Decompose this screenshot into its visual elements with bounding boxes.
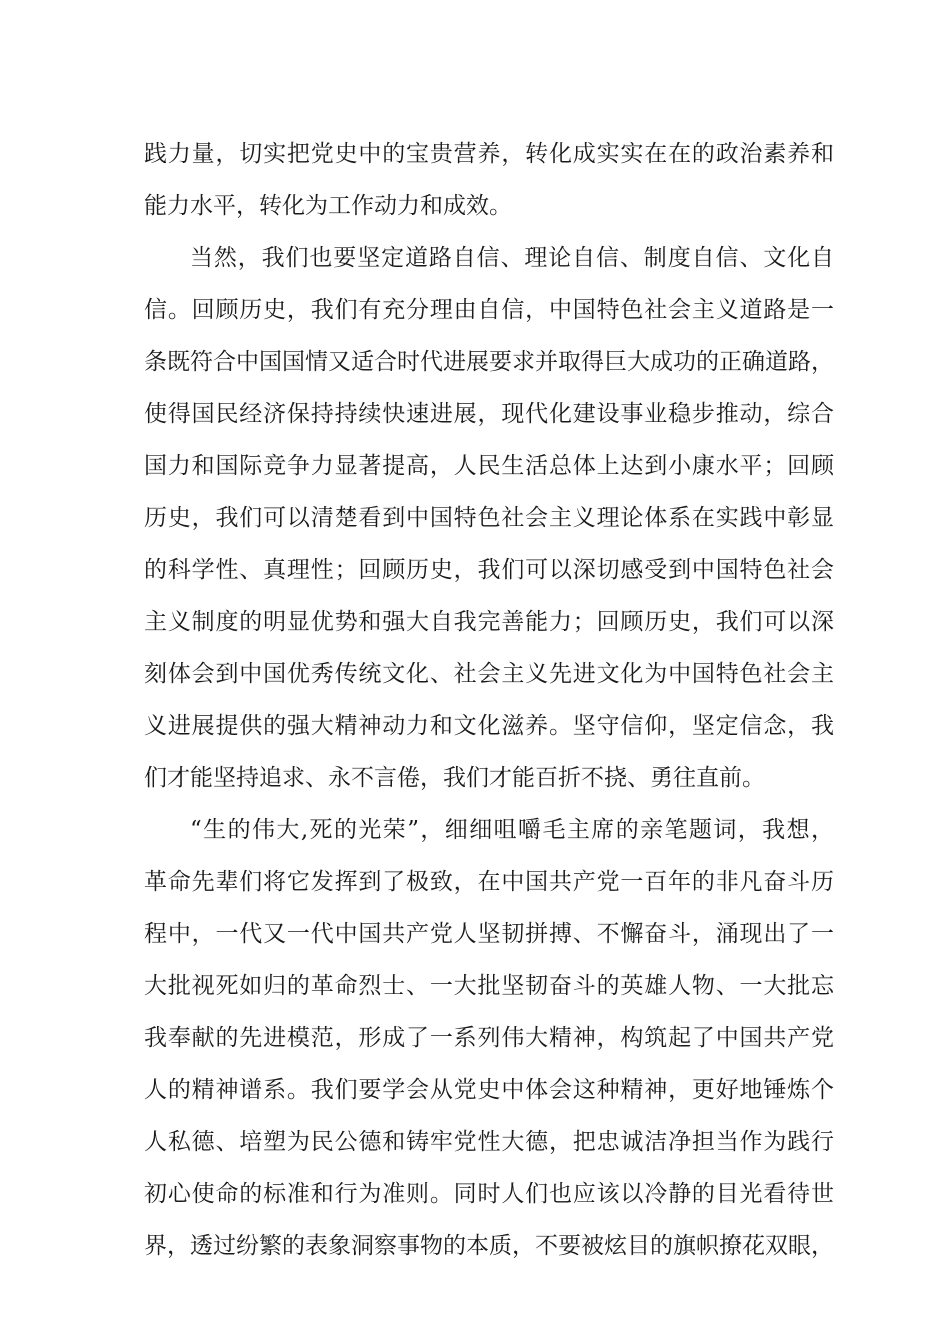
paragraph-first-line: “生的伟大,死的光荣”，细细咀嚼毛主席的亲笔题词，我想，	[190, 817, 834, 843]
text-line: 使得国民经济保持持续快速进展，现代化建设事业稳步推动，综合	[144, 401, 834, 427]
body-text	[144, 128, 834, 1272]
text-line: 界，透过纷繁的表象洞察事物的本质，不要被炫目的旗帜撩花双眼，	[144, 1233, 834, 1259]
text-line: 我奉献的先进模范，形成了一系列伟大精神，构筑起了中国共产党	[144, 1025, 834, 1051]
paragraph-first-line: 当然，我们也要坚定道路自信、理论自信、制度自信、文化自	[190, 245, 834, 271]
text-line: 条既符合中国国情又适合时代进展要求并取得巨大成功的正确道路，	[144, 349, 834, 375]
text-line: 革命先辈们将它发挥到了极致，在中国共产党一百年的非凡奋斗历	[144, 869, 834, 895]
text-line: 义进展提供的强大精神动力和文化滋养。坚守信仰，坚定信念，我	[144, 713, 834, 739]
text-line: 历史，我们可以清楚看到中国特色社会主义理论体系在实践中彰显	[144, 505, 834, 531]
text-line: 程中，一代又一代中国共产党人坚韧拼搏、不懈奋斗，涌现出了一	[144, 921, 834, 947]
text-line: 刻体会到中国优秀传统文化、社会主义先进文化为中国特色社会主	[144, 661, 834, 687]
text-line: 信。回顾历史，我们有充分理由自信，中国特色社会主义道路是一	[144, 297, 834, 323]
text-line: 践力量，切实把党史中的宝贵营养，转化成实实在在的政治素养和	[144, 141, 834, 167]
text-line: 人的精神谱系。我们要学会从党史中体会这种精神，更好地锤炼个	[144, 1077, 834, 1103]
text-line: 的科学性、真理性；回顾历史，我们可以深切感受到中国特色社会	[144, 557, 834, 583]
text-line: 能力水平，转化为工作动力和成效。	[144, 193, 512, 219]
text-line: 初心使命的标准和行为准则。同时人们也应该以冷静的目光看待世	[144, 1181, 834, 1207]
text-line: 人私德、培塑为民公德和铸牢党性大德，把忠诚洁净担当作为践行	[144, 1129, 834, 1155]
text-line: 主义制度的明显优势和强大自我完善能力；回顾历史，我们可以深	[144, 609, 834, 635]
text-line: 大批视死如归的革命烈士、一大批坚韧奋斗的英雄人物、一大批忘	[144, 973, 834, 999]
text-line: 国力和国际竞争力显著提高，人民生活总体上达到小康水平；回顾	[144, 453, 834, 479]
text-line: 们才能坚持追求、永不言倦，我们才能百折不挠、勇往直前。	[144, 765, 765, 791]
